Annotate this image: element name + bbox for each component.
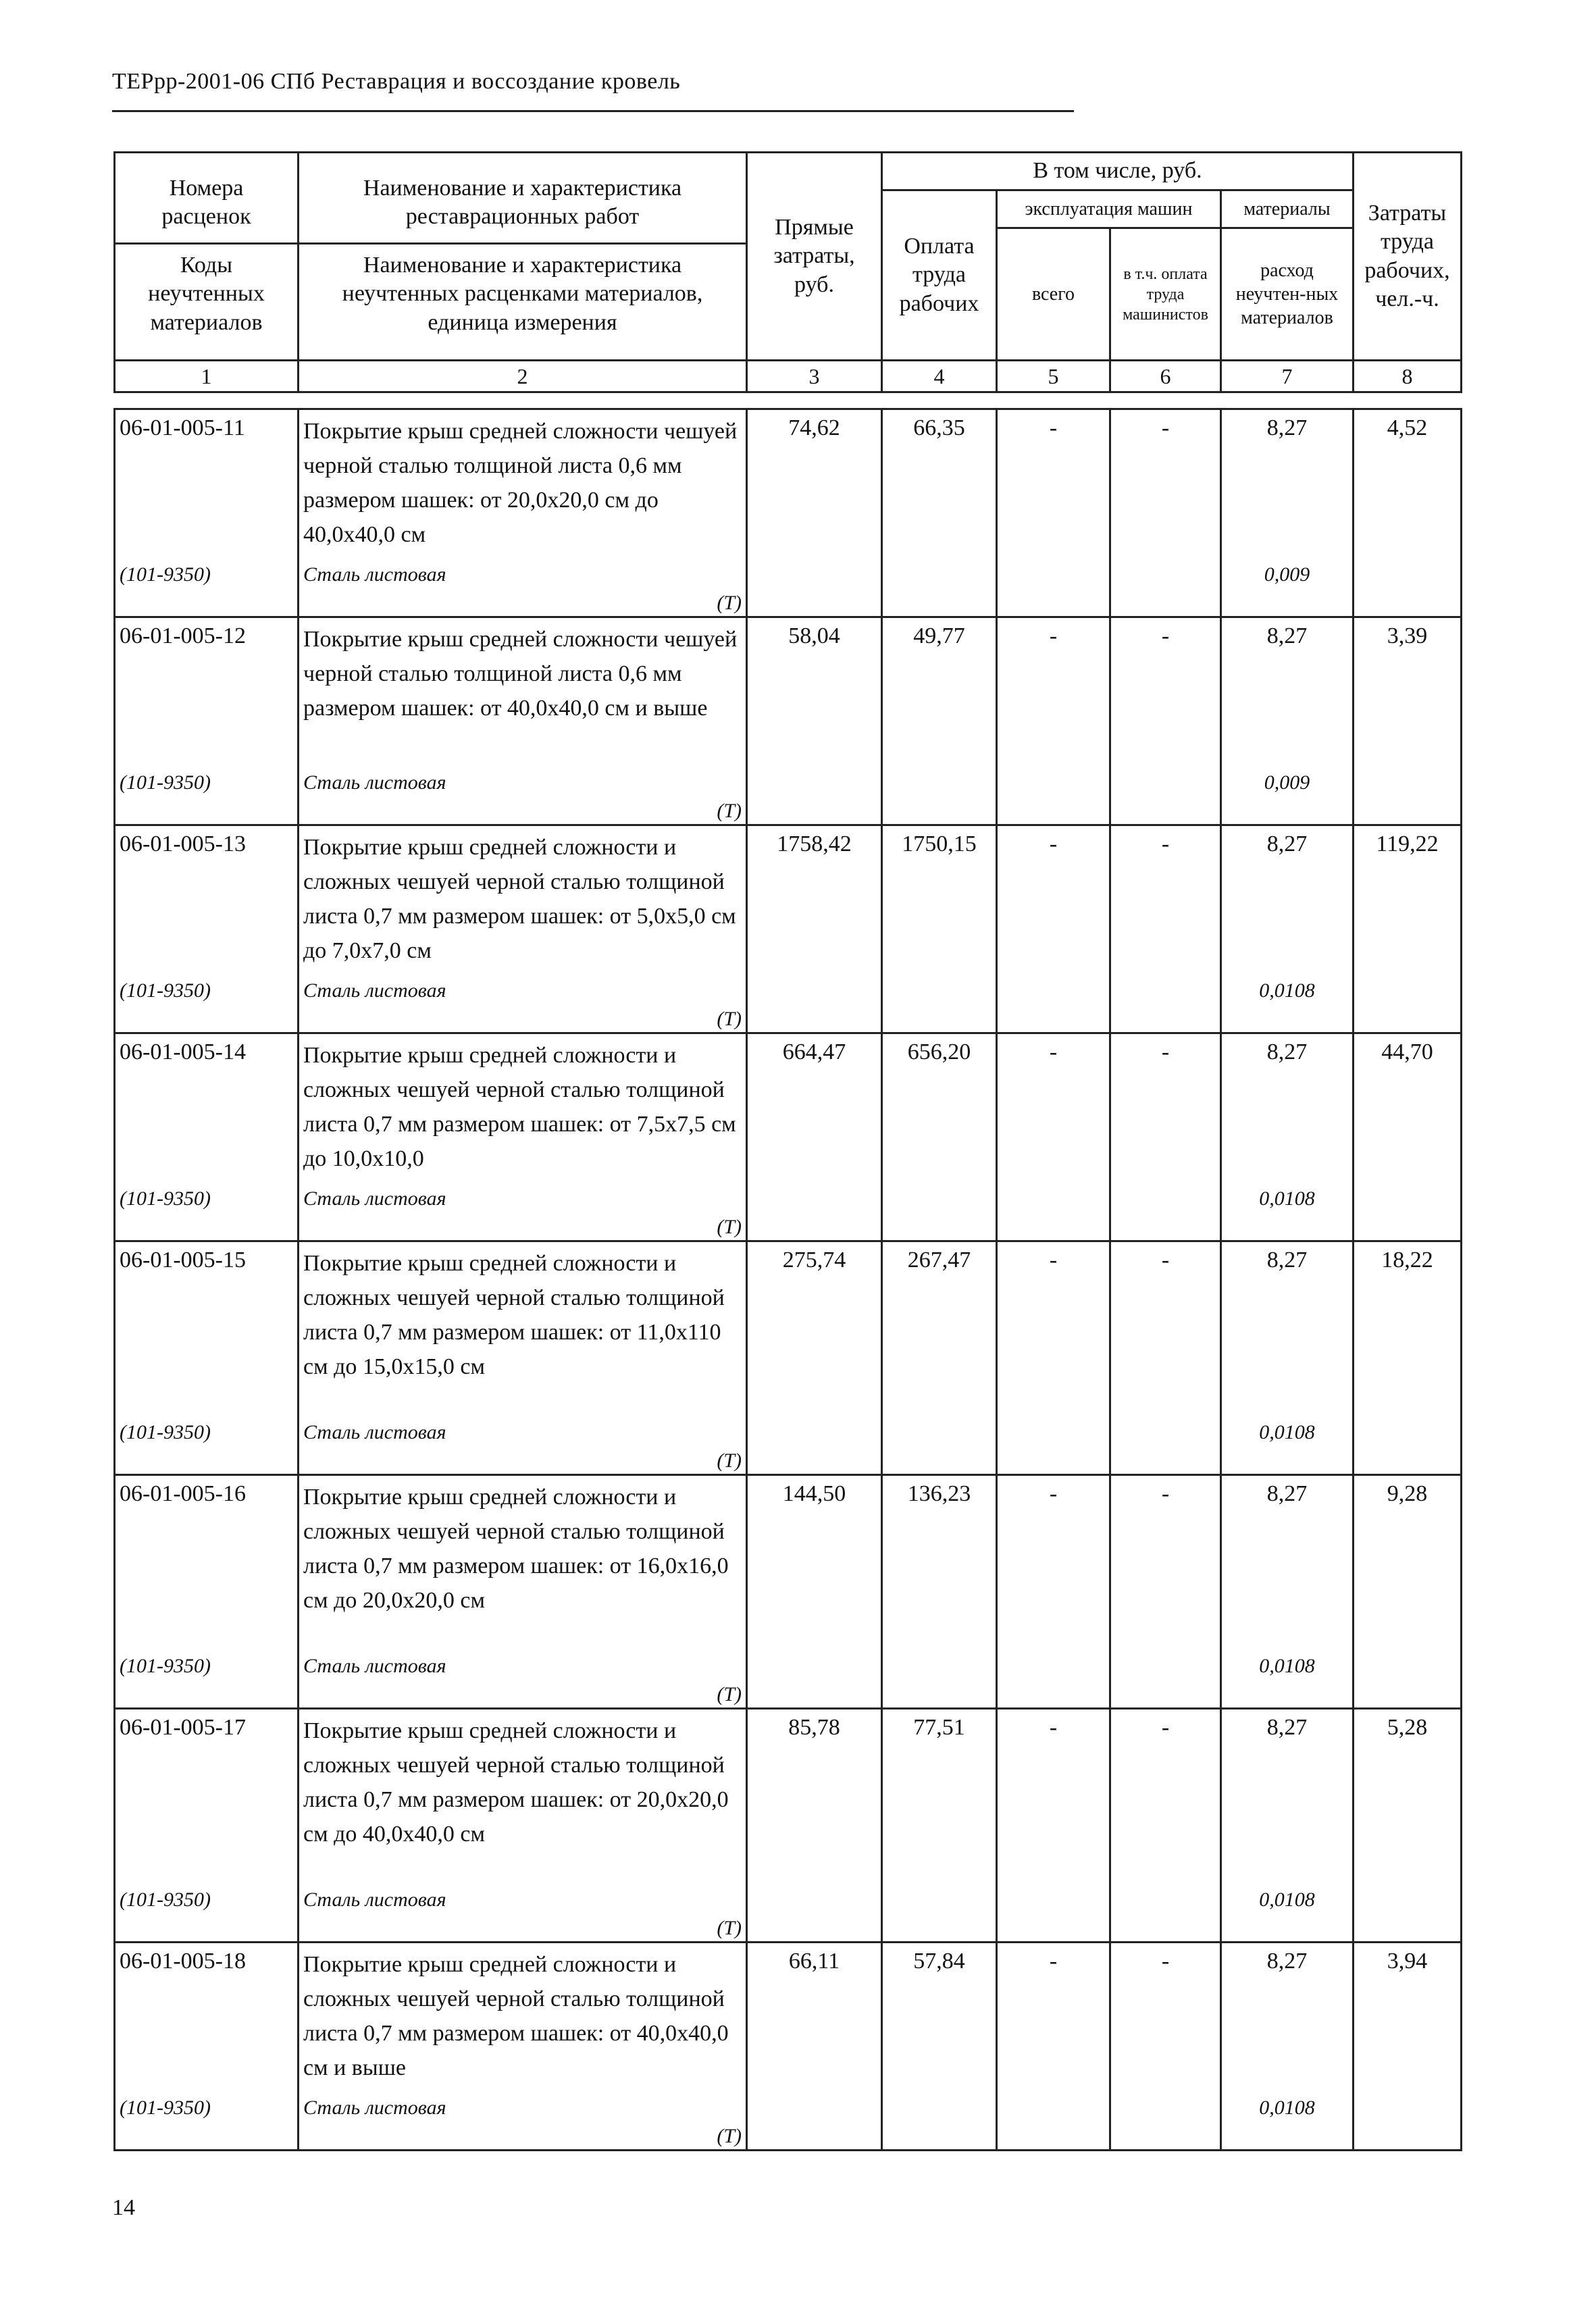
direct-costs: 275,74 — [747, 1241, 882, 1475]
machines-total: - — [997, 617, 1110, 825]
material-name: Сталь листовая — [303, 563, 446, 586]
header-unaccounted-materials: расход неучтен-ных материалов — [1221, 228, 1354, 361]
labor-pay: 77,51 — [882, 1709, 997, 1943]
labor-pay: 49,77 — [882, 617, 997, 825]
materials-cell — [1221, 1709, 1354, 1943]
machinist-pay: - — [1110, 825, 1221, 1033]
running-header: ТЕРрр-2001-06 СПб Реставрация и воссоздание кровель — [112, 69, 681, 94]
material-quantity: 0,009 — [1264, 563, 1310, 586]
material-quantity: 0,0108 — [1259, 2097, 1315, 2119]
materials-cost: 8,27 — [1266, 1949, 1308, 1974]
material-quantity: 0,0108 — [1259, 1187, 1315, 1210]
header-col1 — [115, 153, 299, 361]
work-description-cell — [299, 1475, 747, 1709]
header-col1-bottom: Коды неучтенных материалов — [148, 252, 265, 335]
column-number: 8 — [1354, 361, 1462, 392]
work-description-cell — [299, 1709, 747, 1943]
work-description: Покрытие крыш средней сложности чешуей черной сталью толщиной листа 0,6 мм размером шашек: от 40,0x40,0 см и выше — [303, 627, 738, 721]
header-col2-bottom: Наименование и характеристика неучтенных расценками материалов, единица измерения — [342, 252, 703, 335]
header-machines: эксплуатация машин — [997, 190, 1221, 228]
work-description-cell — [299, 1033, 747, 1241]
rate-code-cell — [115, 1033, 299, 1241]
table-row — [115, 617, 1462, 825]
material-quantity: 0,009 — [1264, 771, 1310, 794]
table-row — [115, 1241, 1462, 1475]
machinist-pay: - — [1110, 1241, 1221, 1475]
direct-costs: 144,50 — [747, 1475, 882, 1709]
work-description: Покрытие крыш средней сложности и сложных чешуей черной сталью толщиной листа 0,7 мм размером шашек: от 7,5x7,5 см до 10,0x10,0 — [303, 1043, 736, 1171]
machinist-pay: - — [1110, 1943, 1221, 2151]
materials-cost: 8,27 — [1266, 1715, 1308, 1740]
materials-cost: 8,27 — [1266, 623, 1308, 648]
direct-costs: 85,78 — [747, 1709, 882, 1943]
direct-costs: 1758,42 — [747, 825, 882, 1033]
material-unit: (Т) — [717, 800, 742, 822]
work-description-cell — [299, 409, 747, 617]
material-unit: (Т) — [717, 1216, 742, 1238]
header-machines-total: всего — [997, 228, 1110, 361]
material-code: (101-9350) — [120, 771, 211, 794]
rate-code: 06-01-005-13 — [120, 831, 246, 856]
direct-costs: 66,11 — [747, 1943, 882, 2151]
rate-code: 06-01-005-11 — [120, 415, 245, 440]
machinist-pay: - — [1110, 409, 1221, 617]
rate-code-cell — [115, 1241, 299, 1475]
header-labor-hours: Затраты труда рабочих, чел.-ч. — [1354, 153, 1462, 361]
material-name: Сталь листовая — [303, 1655, 446, 1677]
materials-cell — [1221, 1033, 1354, 1241]
material-quantity: 0,0108 — [1259, 979, 1315, 1002]
rates-table — [113, 408, 1462, 2151]
labor-pay: 66,35 — [882, 409, 997, 617]
table-row — [115, 409, 1462, 617]
work-description-cell — [299, 1241, 747, 1475]
work-description-cell — [299, 1943, 747, 2151]
materials-cost: 8,27 — [1266, 415, 1308, 440]
machines-total: - — [997, 1475, 1110, 1709]
direct-costs: 664,47 — [747, 1033, 882, 1241]
labor-hours: 119,22 — [1354, 825, 1462, 1033]
rate-code-cell — [115, 1709, 299, 1943]
header-col2 — [299, 153, 747, 361]
material-name: Сталь листовая — [303, 1888, 446, 1911]
material-quantity: 0,0108 — [1259, 1888, 1315, 1911]
material-name: Сталь листовая — [303, 771, 446, 794]
labor-pay: 1750,15 — [882, 825, 997, 1033]
rate-code-cell — [115, 409, 299, 617]
material-unit: (Т) — [717, 1917, 742, 1939]
machines-total: - — [997, 1709, 1110, 1943]
rate-code-cell — [115, 1943, 299, 2151]
header-col2-top: Наименование и характеристика реставрационных работ — [299, 169, 746, 245]
header-machinist-pay: в т.ч. оплата труда машинистов — [1110, 228, 1221, 361]
materials-cell — [1221, 617, 1354, 825]
table-header — [113, 151, 1462, 393]
material-code: (101-9350) — [120, 1187, 211, 1210]
material-unit: (Т) — [717, 1008, 742, 1030]
rate-code: 06-01-005-14 — [120, 1039, 246, 1064]
rate-code-cell — [115, 825, 299, 1033]
machinist-pay: - — [1110, 1709, 1221, 1943]
material-quantity: 0,0108 — [1259, 1421, 1315, 1443]
machines-total: - — [997, 1943, 1110, 2151]
direct-costs: 58,04 — [747, 617, 882, 825]
work-description-cell — [299, 825, 747, 1033]
material-unit: (Т) — [717, 2125, 742, 2147]
material-name: Сталь листовая — [303, 2097, 446, 2119]
column-number: 7 — [1221, 361, 1354, 392]
rate-code: 06-01-005-16 — [120, 1481, 246, 1506]
material-name: Сталь листовая — [303, 1187, 446, 1210]
column-number: 6 — [1110, 361, 1221, 392]
machines-total: - — [997, 409, 1110, 617]
machines-total: - — [997, 1033, 1110, 1241]
rate-code: 06-01-005-17 — [120, 1715, 246, 1740]
machinist-pay: - — [1110, 1033, 1221, 1241]
work-description-cell — [299, 617, 747, 825]
work-description: Покрытие крыш средней сложности чешуей черной сталью толщиной листа 0,6 мм размером шашек: от 20,0x20,0 см до 40,0x40,0 см — [303, 419, 738, 547]
materials-cell — [1221, 825, 1354, 1033]
material-code: (101-9350) — [120, 563, 211, 586]
material-unit: (Т) — [717, 592, 742, 614]
header-labor-pay: Оплата труда рабочих — [882, 190, 997, 361]
direct-costs: 74,62 — [747, 409, 882, 617]
page-number: 14 — [112, 2195, 135, 2220]
material-code: (101-9350) — [120, 1655, 211, 1677]
work-description: Покрытие крыш средней сложности и сложных чешуей черной сталью толщиной листа 0,7 мм размером шашек: от 20,0x20,0 см до 40,0x40,0 см — [303, 1718, 729, 1847]
material-name: Сталь листовая — [303, 979, 446, 1002]
labor-pay: 656,20 — [882, 1033, 997, 1241]
materials-cost: 8,27 — [1266, 831, 1308, 856]
materials-cell — [1221, 1241, 1354, 1475]
table-row — [115, 825, 1462, 1033]
header-col1-top: Номера расценок — [115, 169, 297, 245]
machines-total: - — [997, 1241, 1110, 1475]
material-unit: (Т) — [717, 1683, 742, 1705]
work-description: Покрытие крыш средней сложности и сложных чешуей черной сталью толщиной листа 0,7 мм размером шашек: от 11,0x110 см до 15,0x15,0 см — [303, 1251, 725, 1379]
materials-cell — [1221, 1943, 1354, 2151]
material-code: (101-9350) — [120, 2097, 211, 2119]
table-row — [115, 1943, 1462, 2151]
header-materials: материалы — [1221, 190, 1354, 228]
column-numbers — [115, 361, 1462, 392]
material-code: (101-9350) — [120, 979, 211, 1002]
labor-hours: 44,70 — [1354, 1033, 1462, 1241]
machinist-pay: - — [1110, 617, 1221, 825]
header-direct-costs: Прямые затраты, руб. — [747, 153, 882, 361]
rate-code-cell — [115, 617, 299, 825]
labor-hours: 5,28 — [1354, 1709, 1462, 1943]
labor-pay: 136,23 — [882, 1475, 997, 1709]
labor-hours: 3,39 — [1354, 617, 1462, 825]
work-description: Покрытие крыш средней сложности и сложных чешуей черной сталью толщиной листа 0,7 мм размером шашек: от 16,0x16,0 см до 20,0x20,0 см — [303, 1485, 729, 1613]
labor-pay: 57,84 — [882, 1943, 997, 2151]
column-number: 1 — [115, 361, 299, 392]
column-number: 4 — [882, 361, 997, 392]
column-number: 2 — [299, 361, 747, 392]
machines-total: - — [997, 825, 1110, 1033]
machinist-pay: - — [1110, 1475, 1221, 1709]
labor-hours: 3,94 — [1354, 1943, 1462, 2151]
materials-cell — [1221, 1475, 1354, 1709]
header-rule — [112, 110, 1074, 112]
labor-pay: 267,47 — [882, 1241, 997, 1475]
header-group: В том числе, руб. — [882, 153, 1354, 190]
labor-hours: 9,28 — [1354, 1475, 1462, 1709]
materials-cost: 8,27 — [1266, 1248, 1308, 1272]
material-quantity: 0,0108 — [1259, 1655, 1315, 1677]
materials-cell — [1221, 409, 1354, 617]
material-unit: (Т) — [717, 1449, 742, 1472]
work-description: Покрытие крыш средней сложности и сложных чешуей черной сталью толщиной листа 0,7 мм размером шашек: от 5,0x5,0 см до 7,0x7,0 см — [303, 835, 736, 963]
labor-hours: 18,22 — [1354, 1241, 1462, 1475]
materials-cost: 8,27 — [1266, 1039, 1308, 1064]
labor-hours: 4,52 — [1354, 409, 1462, 617]
materials-cost: 8,27 — [1266, 1481, 1308, 1506]
material-name: Сталь листовая — [303, 1421, 446, 1443]
table-row — [115, 1709, 1462, 1943]
rate-code: 06-01-005-15 — [120, 1248, 246, 1272]
work-description: Покрытие крыш средней сложности и сложных чешуей черной сталью толщиной листа 0,7 мм размером шашек: от 40,0x40,0 см и выше — [303, 1952, 729, 2080]
table-row — [115, 1475, 1462, 1709]
material-code: (101-9350) — [120, 1421, 211, 1443]
rate-code: 06-01-005-12 — [120, 623, 246, 648]
column-number: 3 — [747, 361, 882, 392]
material-code: (101-9350) — [120, 1888, 211, 1911]
rate-code: 06-01-005-18 — [120, 1949, 246, 1974]
rate-code-cell — [115, 1475, 299, 1709]
column-number: 5 — [997, 361, 1110, 392]
table-row — [115, 1033, 1462, 1241]
